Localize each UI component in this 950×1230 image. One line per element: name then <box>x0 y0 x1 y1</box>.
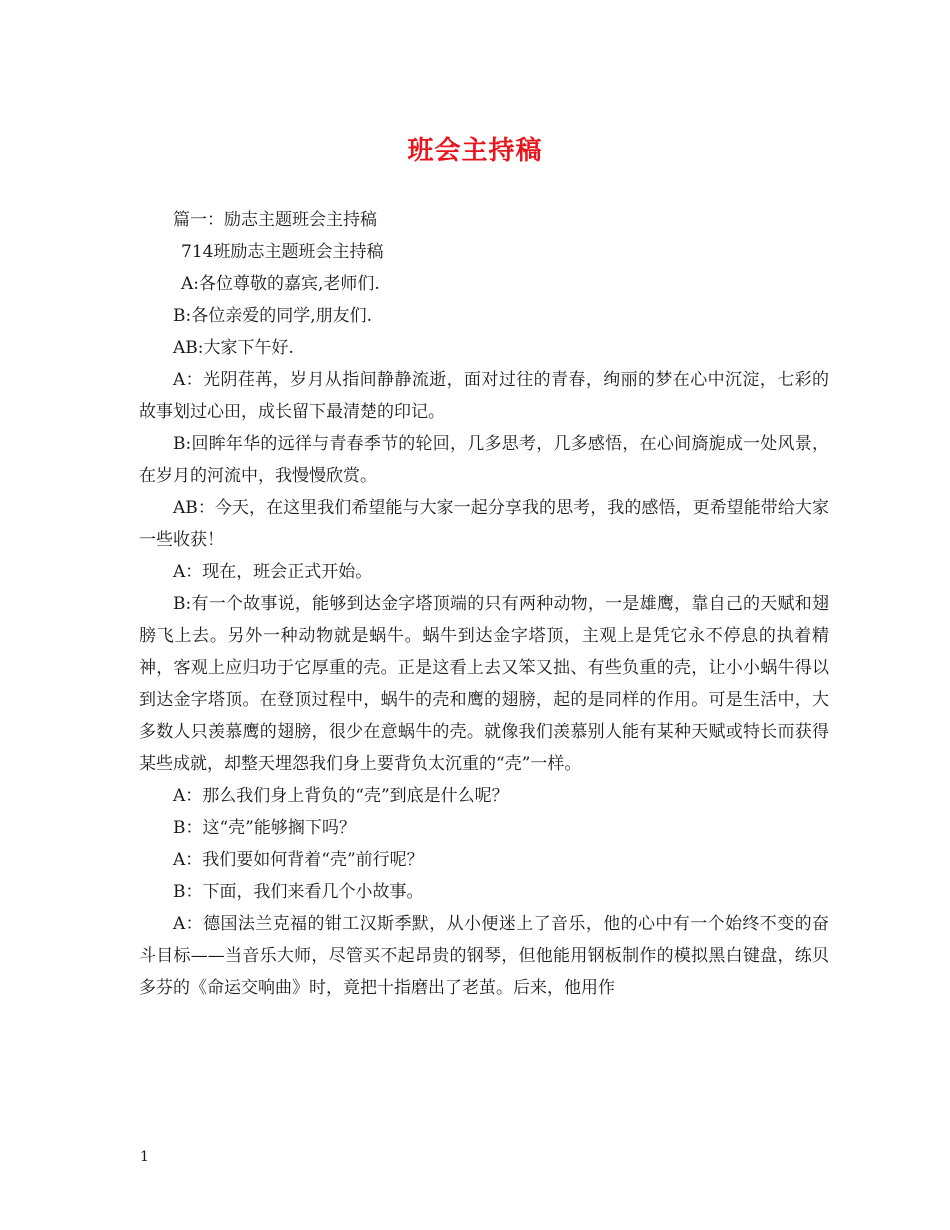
body-paragraph: A：现在，班会正式开始。 <box>173 562 373 582</box>
document-body <box>139 204 829 1004</box>
body-paragraph: A：德国法兰克福的钳工汉斯季默，从小便迷上了音乐，他的心中有一个始终不变的奋斗目标——当音乐大师，尽管买不起昂贵的钢琴，但他能用钢板制作的模拟黑白键盘，练贝多芬的《命运交响曲》时，竟把十指磨出了老茧。后来，他用作 <box>139 914 829 998</box>
body-paragraph: AB:大家下午好. <box>173 338 294 358</box>
body-paragraph: A:各位尊敬的嘉宾,老师们. <box>181 274 380 294</box>
section-heading: 篇一：励志主题班会主持稿 <box>173 210 377 230</box>
body-paragraph: B:各位亲爱的同学,朋友们. <box>173 306 373 326</box>
body-paragraph: AB：今天，在这里我们希望能与大家一起分享我的思考，我的感悟，更希望能带给大家一些收获！ <box>139 498 829 550</box>
subtitle-paragraph: 714班励志主题班会主持稿 <box>181 242 384 262</box>
body-paragraph: B:有一个故事说，能够到达金字塔顶端的只有两种动物，一是雄鹰，靠自己的天赋和翅膀飞上去。另外一种动物就是蜗牛。蜗牛到达金字塔顶，主观上是凭它永不停息的执着精神，客观上应归功于它厚重的壳。正是这看上去又笨又拙、有些负重的壳，让小小蜗牛得以到达金字塔顶。在登顶过程中，蜗牛的壳和鹰的翅膀，起的是同样的作用。可是生活中，大多数人只羡慕鹰的翅膀，很少在意蜗牛的壳。就像我们羡慕别人能有某种天赋或特长而获得某些成就，却整天埋怨我们身上要背负太沉重的“壳”一样。 <box>139 594 829 774</box>
document-title: 班会主持稿 <box>407 136 543 166</box>
body-paragraph: B：下面，我们来看几个小故事。 <box>173 882 424 902</box>
body-paragraph: B：这“壳”能够搁下吗？ <box>173 818 356 838</box>
body-paragraph: A：光阴荏苒，岁月从指间静静流逝，面对过往的青春，绚丽的梦在心中沉淀，七彩的故事划过心田，成长留下最清楚的印记。 <box>139 370 829 422</box>
body-paragraph: A：那么我们身上背负的“壳”到底是什么呢？ <box>173 786 509 806</box>
body-paragraph: B:回眸年华的远徉与青春季节的轮回，几多思考，几多感悟，在心间旖旎成一处风景，在岁月的河流中，我慢慢欣赏。 <box>139 434 829 486</box>
body-paragraph: A：我们要如何背着“壳”前行呢？ <box>173 850 424 870</box>
page-number: 1 <box>140 1149 149 1165</box>
